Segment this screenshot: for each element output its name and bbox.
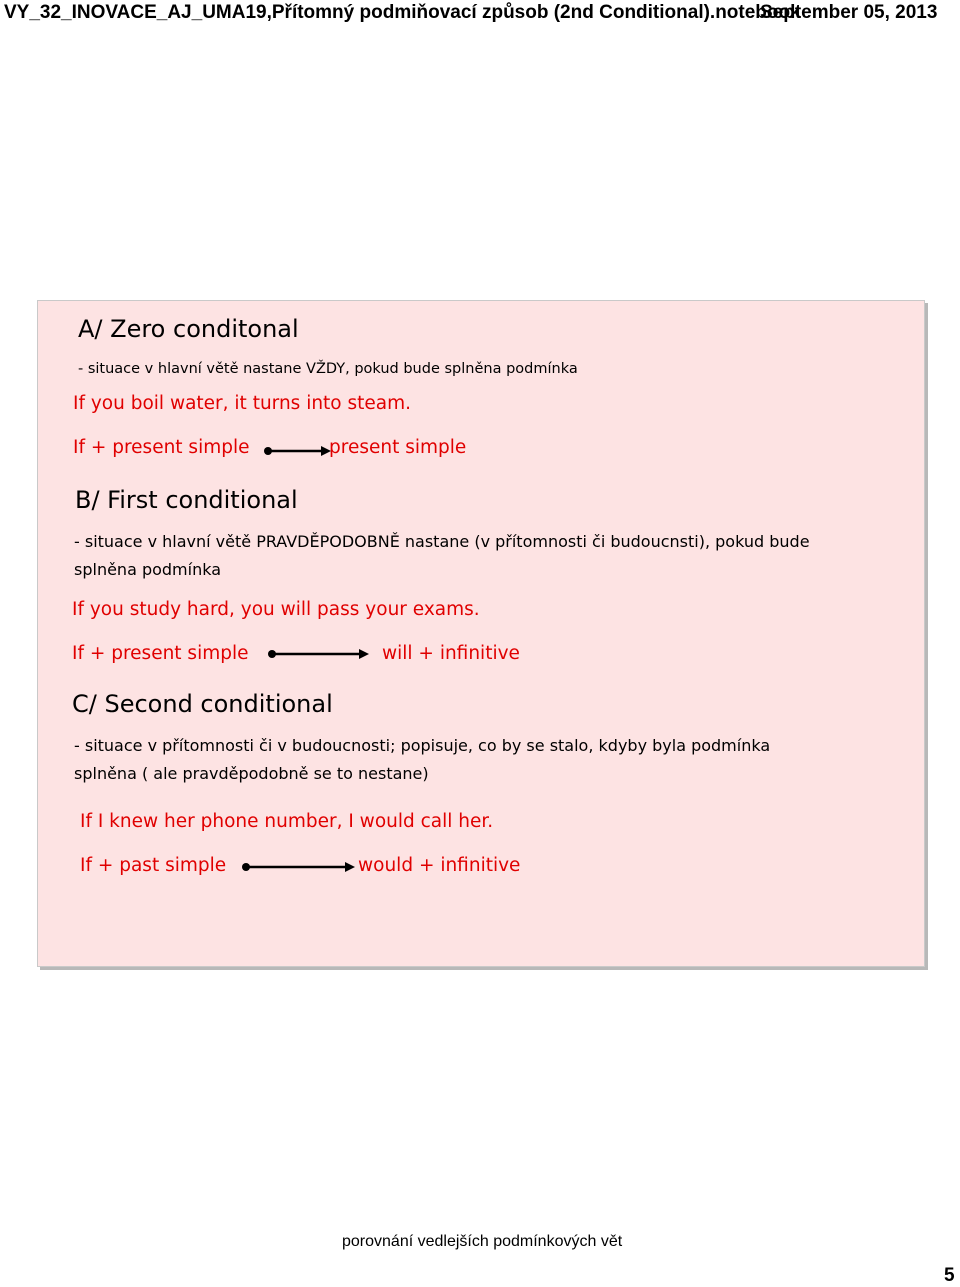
first-conditional-heading: B/ First conditional <box>75 486 298 514</box>
second-formula-left: If + past simple <box>80 855 227 876</box>
zero-conditional-description: - situace v hlavní větě nastane VŽDY, pokud bude splněna podmínka <box>78 361 578 377</box>
second-conditional-heading: C/ Second conditional <box>72 690 333 718</box>
zero-conditional-heading: A/ Zero conditonal <box>78 315 299 343</box>
zero-conditional-example: If you boil water, it turns into steam. <box>73 393 412 414</box>
second-conditional-example: If I knew her phone number, I would call her. <box>80 811 494 832</box>
second-formula-arrow-icon <box>241 857 359 877</box>
zero-formula-arrow-icon <box>263 441 333 461</box>
first-formula-right: will + infinitive <box>382 643 520 664</box>
first-conditional-description-line1: - situace v hlavní větě PRAVDĚPODOBNĚ nastane (v přítomnosti či budoucnsti), pokud bude <box>74 532 810 551</box>
notebook-date: September 05, 2013 <box>760 2 938 23</box>
content-card <box>37 300 925 967</box>
first-conditional-example: If you study hard, you will pass your exams. <box>72 599 480 620</box>
page-number: 5 <box>944 1265 955 1286</box>
first-formula-left: If + present simple <box>72 643 249 664</box>
zero-formula-left: If + present simple <box>73 437 250 458</box>
first-conditional-description-line2: splněna podmínka <box>74 560 222 579</box>
second-conditional-description-line1: - situace v přítomnosti či v budoucnosti; popisuje, co by se stalo, kdyby byla podmínka <box>74 736 771 755</box>
notebook-title: VY_32_INOVACE_AJ_UMA19,Přítomný podmiňovací způsob (2nd Conditional).notebook <box>4 2 801 23</box>
first-formula-arrow-icon <box>267 644 372 664</box>
zero-formula-right: present simple <box>329 437 467 458</box>
second-conditional-description-line2: splněna ( ale pravděpodobně se to nestane) <box>74 764 429 783</box>
second-formula-right: would + infinitive <box>358 855 521 876</box>
page-caption: porovnání vedlejších podmínkových vět <box>342 1233 623 1250</box>
